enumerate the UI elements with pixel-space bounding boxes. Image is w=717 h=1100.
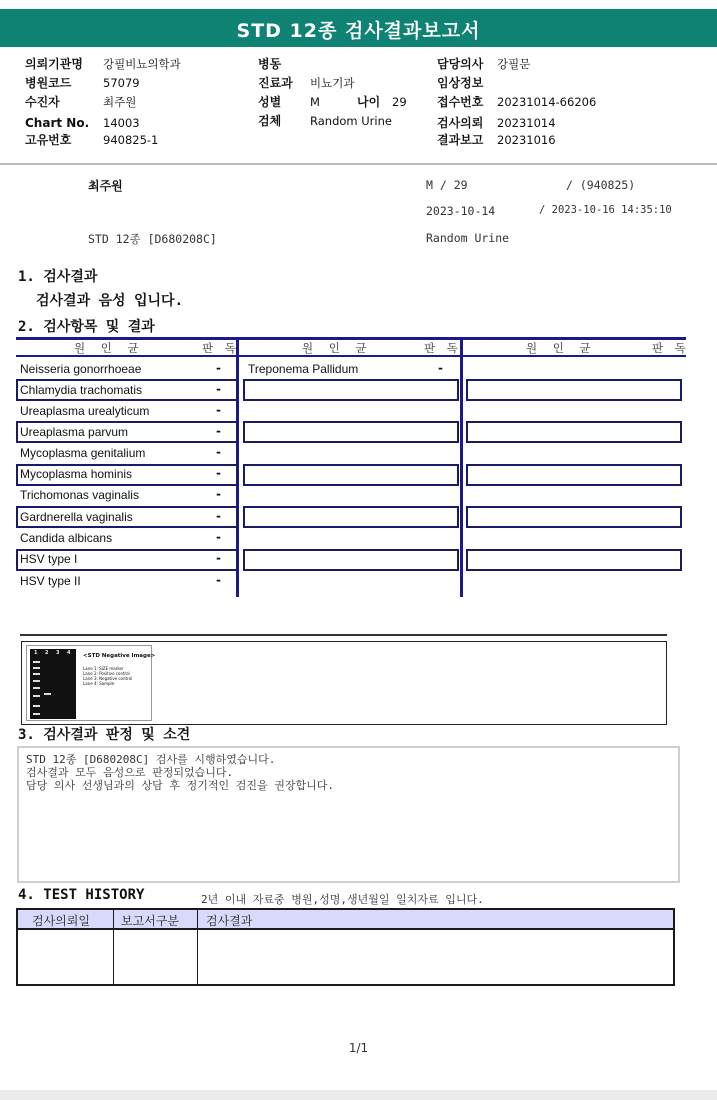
summary-test-name: STD 12종 [D680208C] xyxy=(88,232,217,246)
history-column-divider xyxy=(197,910,198,984)
row-box xyxy=(243,464,459,486)
label-clinical-info: 임상정보 xyxy=(437,76,484,90)
gel-image-card xyxy=(26,645,156,721)
label-receipt-no: 접수번호 xyxy=(437,95,484,109)
history-table xyxy=(16,908,675,986)
gel-legend-line: Lane 1: SIZE marker xyxy=(83,666,124,671)
row-box xyxy=(466,549,682,571)
gel-image-frame xyxy=(21,641,667,725)
label-doctor: 담당의사 xyxy=(437,57,484,71)
section4-title: 4. TEST HISTORY xyxy=(18,887,145,903)
header-divider xyxy=(0,163,717,165)
column-divider-2 xyxy=(460,337,463,597)
gel-legend-line: Lane 2: Positive control xyxy=(83,671,130,676)
pathogen-name: Neisseria gonorrhoeae xyxy=(20,362,142,376)
summary-request-date: 2023-10-14 xyxy=(426,204,496,218)
history-note: 2년 이내 자료중 병원,성명,생년월일 일치자료 입니다. xyxy=(201,893,484,906)
row-box xyxy=(466,379,682,401)
remark-line: STD 12종 [D680208C] 검사를 시행하였습니다. xyxy=(26,753,276,766)
pathogen-result: - xyxy=(216,551,221,565)
results-table xyxy=(16,337,690,597)
summary-report-datetime: / 2023-10-16 14:35:10 xyxy=(539,204,672,216)
label-specimen: 검체 xyxy=(258,114,282,128)
gel-band xyxy=(44,693,51,695)
label-ward: 병동 xyxy=(258,57,282,71)
pathogen-name: Gardnerella vaginalis xyxy=(20,510,133,524)
header-judgment-2: 판 독 xyxy=(424,341,462,355)
remark-line: 담당 의사 선생님과의 상담 후 정기적인 검진을 권장합니다. xyxy=(26,779,335,792)
value-department: 비뇨기과 xyxy=(310,76,355,90)
pathogen-result: - xyxy=(438,361,443,375)
value-specimen: Random Urine xyxy=(310,114,392,128)
pathogen-result: - xyxy=(216,382,221,396)
value-chart-no: 14003 xyxy=(103,116,140,130)
label-test-request: 검사의뢰 xyxy=(437,116,484,130)
row-box xyxy=(466,506,682,528)
remark-line: 검사결과 모두 음성으로 판정되었습니다. xyxy=(26,766,234,779)
header-pathogen-3: 원 인 균 xyxy=(526,341,597,355)
pathogen-name: Ureaplasma parvum xyxy=(20,425,129,439)
gel-legend-line: Lane 4: Sample xyxy=(83,681,115,686)
value-sex: M xyxy=(310,95,320,109)
header-pathogen-1: 원 인 균 xyxy=(74,341,145,355)
pathogen-name: HSV type II xyxy=(20,574,81,588)
label-requesting-org: 의뢰기관명 xyxy=(25,57,83,71)
label-result-report: 결과보고 xyxy=(437,133,484,147)
label-sex: 성별 xyxy=(258,95,282,109)
gel-legend-title: <STD Negative Image> xyxy=(83,653,156,659)
section3-title: 3. 검사결과 판정 및 소견 xyxy=(18,727,191,743)
image-divider xyxy=(20,634,667,636)
value-result-report: 20231016 xyxy=(497,133,556,147)
row-box xyxy=(466,464,682,486)
lane-number: 4 xyxy=(67,650,71,656)
row-box xyxy=(466,421,682,443)
history-header-row xyxy=(18,910,673,930)
pathogen-name: HSV type I xyxy=(20,552,78,566)
gel-band xyxy=(33,687,40,689)
value-requesting-org: 강필비뇨의학과 xyxy=(103,57,181,71)
section1-result: 검사결과 음성 입니다. xyxy=(36,293,184,309)
pathogen-name: Mycoplasma genitalium xyxy=(20,446,146,460)
section1-title: 1. 검사결과 xyxy=(18,269,98,285)
header-pathogen-2: 원 인 균 xyxy=(302,341,373,355)
row-box xyxy=(243,379,459,401)
header-judgment-3: 판 독 xyxy=(652,341,690,355)
pathogen-name: Trichomonas vaginalis xyxy=(20,488,139,502)
pathogen-name: Chlamydia trachomatis xyxy=(20,383,143,397)
pathogen-name: Candida albicans xyxy=(20,531,113,545)
pathogen-result: - xyxy=(216,403,221,417)
summary-name: 최주원 xyxy=(88,179,123,193)
gel-band xyxy=(33,695,40,697)
lane-number: 3 xyxy=(56,650,60,656)
gel-band xyxy=(33,680,40,682)
summary-sex-age: M / 29 xyxy=(426,178,468,192)
row-box xyxy=(243,421,459,443)
pathogen-result: - xyxy=(216,361,221,375)
value-age: 29 xyxy=(392,95,407,109)
pathogen-result: - xyxy=(216,509,221,523)
pathogen-name: Ureaplasma urealyticum xyxy=(20,404,150,418)
pathogen-result: - xyxy=(216,466,221,480)
page-bottom-band xyxy=(0,1090,717,1100)
pathogen-result: - xyxy=(216,573,221,587)
section2-title: 2. 검사항목 및 결과 xyxy=(18,319,155,335)
label-department: 진료과 xyxy=(258,76,293,90)
lane-number: 2 xyxy=(45,650,49,656)
value-test-request: 20231014 xyxy=(497,116,556,130)
gel-legend-line: Lane 3: Negative control xyxy=(83,676,133,681)
pathogen-result: - xyxy=(216,424,221,438)
lane-number: 1 xyxy=(34,650,38,656)
label-patient: 수진자 xyxy=(25,95,60,109)
gel-band xyxy=(33,673,40,675)
page-number: 1/1 xyxy=(348,1041,369,1055)
gel-band xyxy=(33,705,40,707)
pathogen-result: - xyxy=(216,445,221,459)
history-header-request-date: 검사의뢰일 xyxy=(32,914,90,928)
history-column-divider xyxy=(113,910,114,984)
summary-id-tail: / (940825) xyxy=(566,178,636,192)
value-doctor: 강필문 xyxy=(497,57,531,71)
gel-band xyxy=(33,661,40,663)
label-age: 나이 xyxy=(357,95,381,109)
label-unique-no: 고유번호 xyxy=(25,133,72,147)
gel-band xyxy=(33,713,40,715)
remarks-box xyxy=(17,746,680,883)
report-title: STD 12종 검사결과보고서 xyxy=(236,20,481,42)
value-hospital-code: 57079 xyxy=(103,76,140,90)
pathogen-name: Mycoplasma hominis xyxy=(20,467,133,481)
value-unique-no: 940825-1 xyxy=(103,133,159,147)
history-header-report-type: 보고서구분 xyxy=(121,914,179,928)
label-hospital-code: 병원코드 xyxy=(25,76,72,90)
header-info xyxy=(0,0,717,160)
gel-band xyxy=(33,667,40,669)
value-receipt-no: 20231014-66206 xyxy=(497,95,597,109)
pathogen-name: Treponema Pallidum xyxy=(248,362,359,376)
gel-electrophoresis-image xyxy=(30,649,76,719)
history-header-result: 검사결과 xyxy=(206,914,253,928)
pathogen-result: - xyxy=(216,530,221,544)
value-patient: 최주원 xyxy=(103,95,137,109)
label-chart-no: Chart No. xyxy=(25,116,90,130)
summary-specimen: Random Urine xyxy=(426,231,510,245)
pathogen-result: - xyxy=(216,487,221,501)
header-judgment-1: 판 독 xyxy=(202,341,240,355)
row-box xyxy=(243,506,459,528)
row-box xyxy=(243,549,459,571)
